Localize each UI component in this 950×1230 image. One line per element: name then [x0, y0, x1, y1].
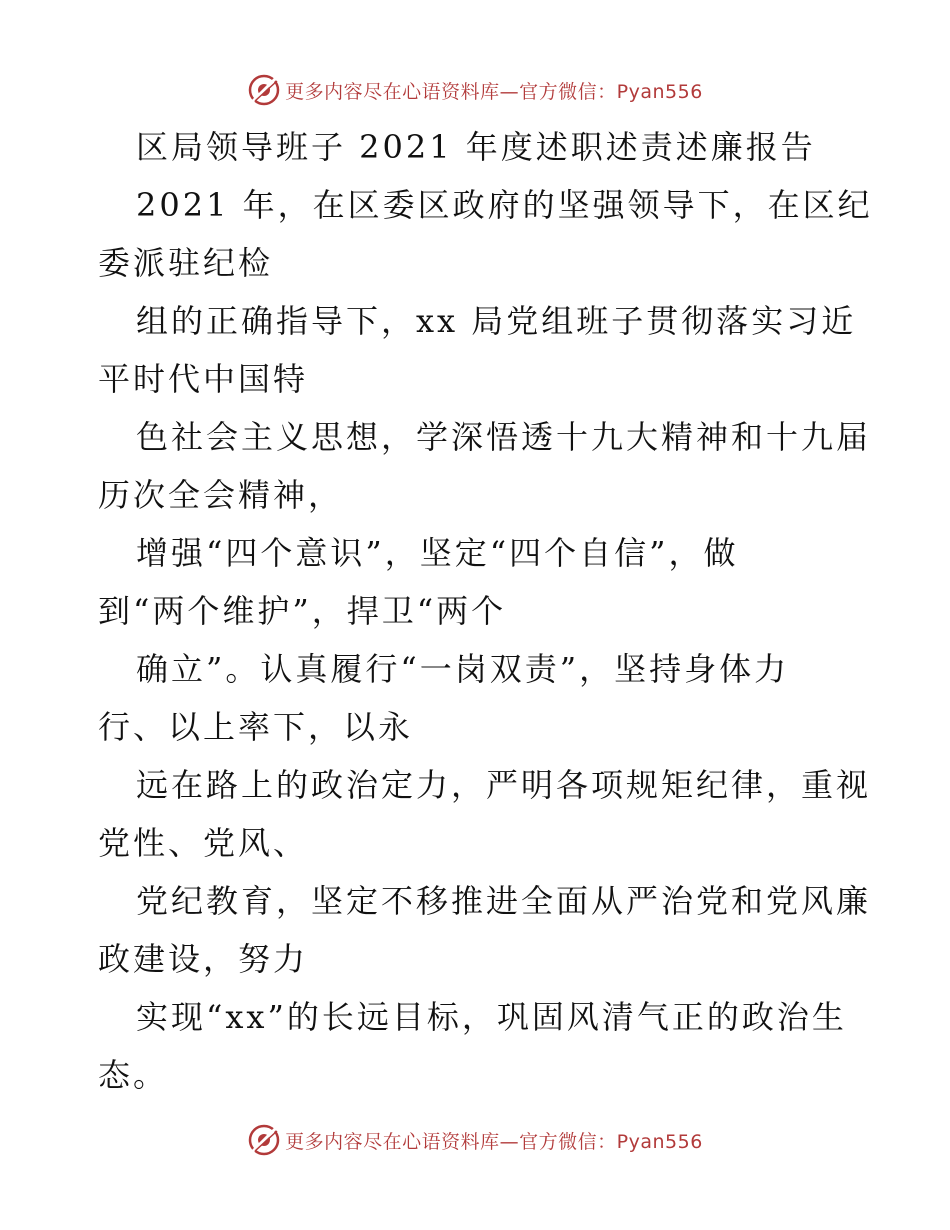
paragraph-line: 态。 — [98, 1056, 169, 1094]
paragraph-line: 远在路上的政治定力，严明各项规矩纪律，重视 — [136, 766, 872, 804]
paragraph-line: 党纪教育，坚定不移推进全面从严治党和党风廉 — [136, 882, 872, 920]
paragraph-line: 历次全会精神， — [98, 476, 344, 514]
paragraph-line: 行、以上率下，以永 — [98, 708, 414, 746]
logo-icon — [247, 73, 281, 107]
paragraph-line: 到“两个维护”，捍卫“两个 — [98, 592, 507, 630]
footer-watermark-banner — [0, 1120, 950, 1160]
paragraph-line: 党性、党风、 — [98, 824, 309, 862]
logo-icon — [247, 1123, 281, 1157]
paragraph-line: 增强“四个意识”，坚定“四个自信”，做 — [136, 534, 739, 572]
document-body — [98, 118, 873, 1104]
paragraph-line: 委派驻纪检 — [98, 244, 274, 282]
paragraph-line: 平时代中国特 — [98, 360, 309, 398]
paragraph-line: 组的正确指导下，xx 局党组班子贯彻落实习近 — [136, 302, 857, 340]
header-banner-text: 更多内容尽在心语资料库—官方微信：Pyan556 — [285, 80, 703, 103]
footer-banner-text: 更多内容尽在心语资料库—官方微信：Pyan556 — [285, 1130, 703, 1153]
document-title: 区局领导班子 2021 年度述职述责述廉报告 — [136, 128, 816, 166]
paragraph-line: 实现“xx”的长远目标，巩固风清气正的政治生 — [136, 998, 847, 1036]
paragraph-line: 色社会主义思想，学深悟透十九大精神和十九届 — [136, 418, 872, 456]
paragraph-line: 2021 年，在区委区政府的坚强领导下，在区纪 — [136, 186, 873, 224]
paragraph-line: 政建设，努力 — [98, 940, 309, 978]
paragraph-line: 确立”。认真履行“一岗双责”，坚持身体力 — [136, 650, 790, 688]
header-watermark-banner — [0, 70, 950, 110]
